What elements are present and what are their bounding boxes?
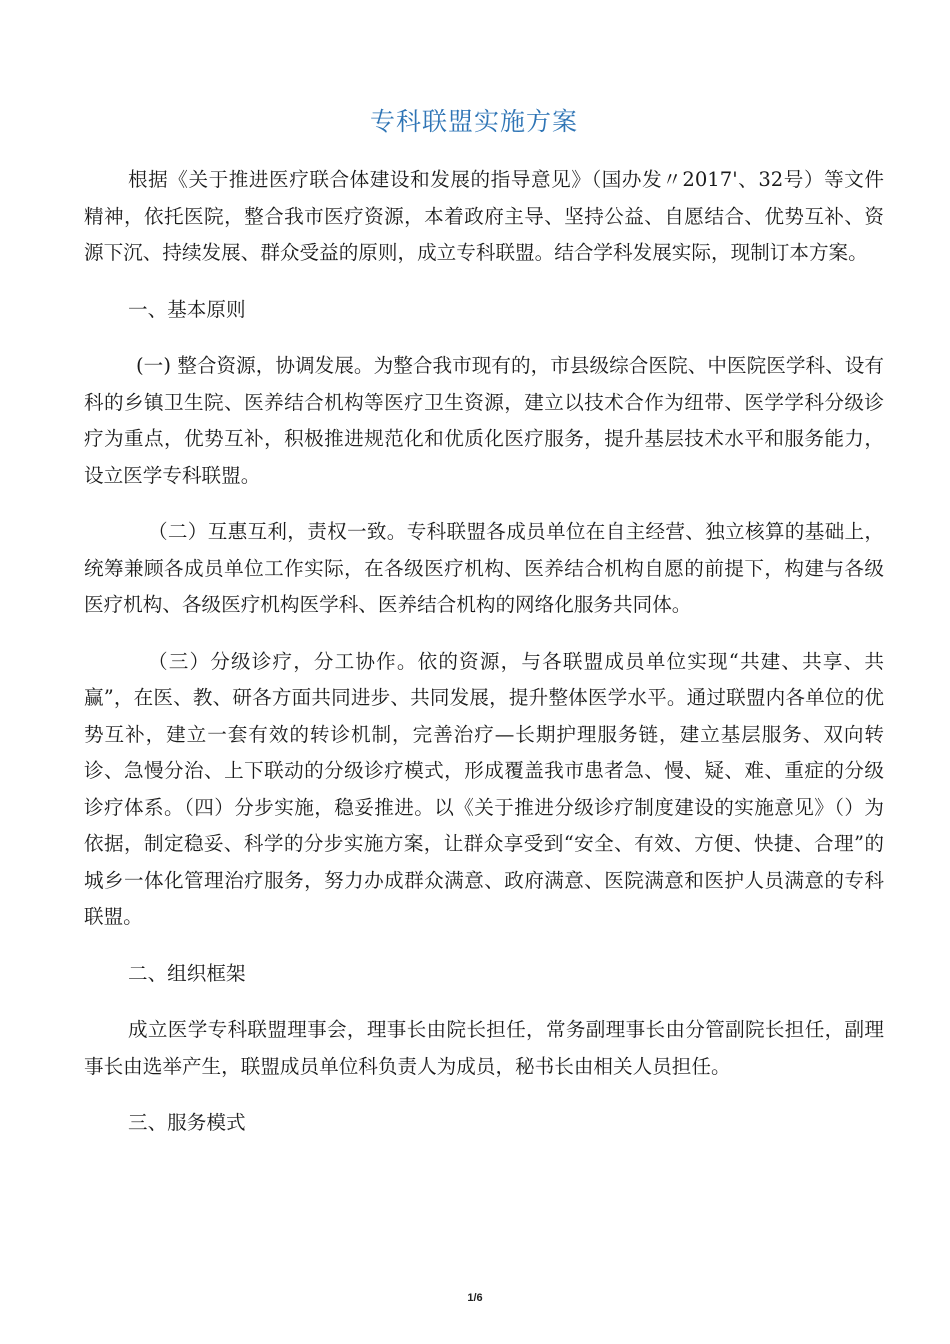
section-heading-basic-principles: 一、基本原则 [128, 297, 246, 321]
organization-paragraph: 成立医学专科联盟理事会，理事长由院长担任，常务副理事长由分管副院长担任，副理事长由选举产生，联盟成员单位科负责人为成员，秘书长由相关人员担任。 [84, 1018, 884, 1078]
principle-paragraph-2: （二）互惠互利，责权一致。专科联盟各成员单位在自主经营、独立核算的基础上，统筹兼顾各成员单位工作实际，在各级医疗机构、医养结合机构自愿的前提下，构建与各级医疗机构、各级医疗机构医学科、医养结合机构的网络化服务共同体。 [84, 520, 884, 616]
document-page [84, 0, 884, 1344]
section-heading-service-mode: 三、服务模式 [128, 1111, 246, 1134]
page-number: 1/6 [467, 1292, 483, 1304]
principle-paragraph-3: （三）分级诊疗，分工协作。依的资源，与各联盟成员单位实现“共建、共享、共赢”，在医、教、研各方面共同进步、共同发展，提升整体医学水平。通过联盟内各单位的优势互补，建立一套有效的转诊机制，完善治疗—长期护理服务链，建立基层服务、双向转诊、急慢分治、上下联动的分级诊疗模式，形成覆盖我市患者急、慢、疑、难、重症的分级诊疗体系。（四）分步实施，稳妥推进。以《关于推进分级诊疗制度建设的实施意见》（）为依据，制定稳妥、科学的分步实施方案，让群众享受到“安全、有效、方便、快捷、合理”的城乡一体化管理治疗服务，努力办成群众满意、政府满意、医院满意和医护人员满意的专科联盟。 [84, 649, 884, 928]
document-body [84, 162, 884, 1162]
principle-paragraph-1: (一) 整合资源，协调发展。为整合我市现有的，市县级综合医院、中医院医学科、设有科的乡镇卫生院、医养结合机构等医疗卫生资源，建立以技术合作为纽带、医学学科分级诊疗为重点，优势互补，积极推进规范化和优质化医疗服务，提升基层技术水平和服务能力，设立医学专科联盟。 [84, 354, 884, 487]
section-heading-organization: 二、组织框架 [128, 961, 246, 985]
document-title: 专科联盟实施方案 [369, 107, 578, 136]
intro-paragraph: 根据《关于推进医疗联合体建设和发展的指导意见》（国办发〃2017'、32号）等文件精神，依托医院，整合我市医疗资源，本着政府主导、坚持公益、自愿结合、优势互补、资源下沉、持续发展、群众受益的原则，成立专科联盟。结合学科发展实际，现制订本方案。 [84, 168, 884, 264]
